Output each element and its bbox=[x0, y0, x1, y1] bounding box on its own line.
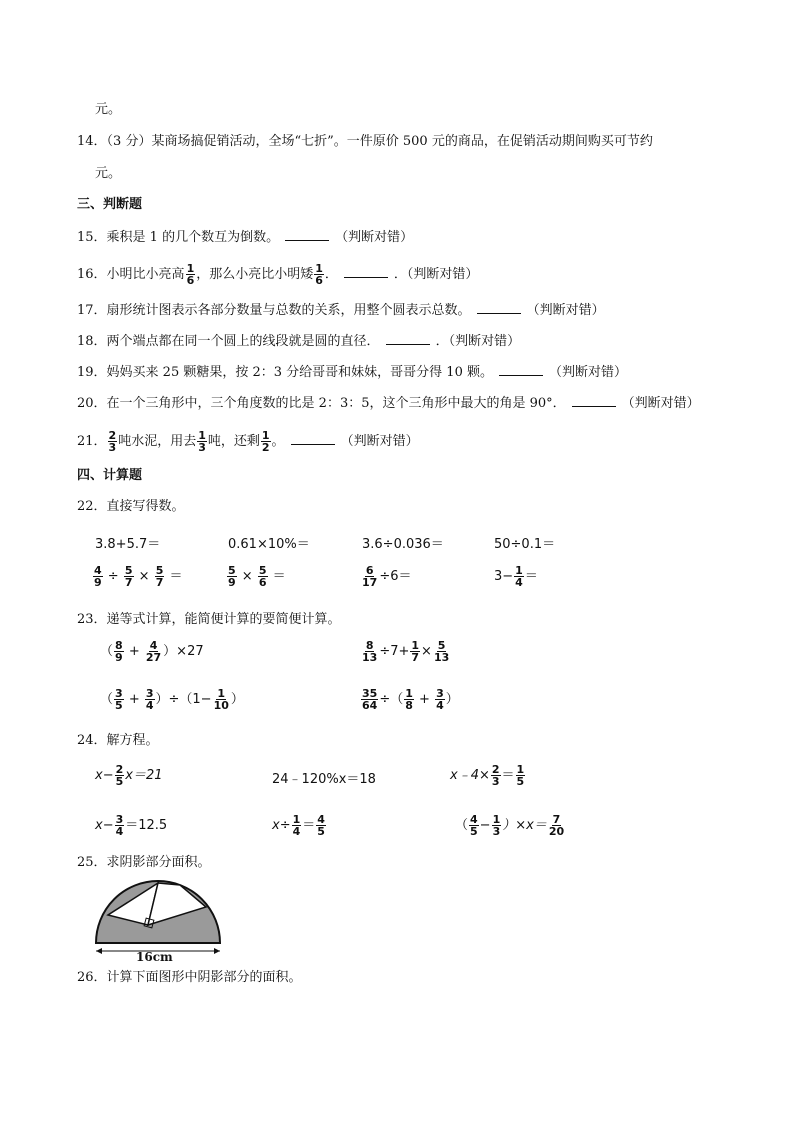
q26-number: 26． bbox=[77, 970, 107, 985]
paren: （ bbox=[100, 644, 114, 659]
numerator: 1 bbox=[261, 429, 270, 442]
answer-blank[interactable] bbox=[285, 228, 329, 241]
expression-mid: ÷（ bbox=[379, 692, 404, 707]
q14-tail: 元。 bbox=[95, 166, 122, 181]
denominator: 6 bbox=[186, 274, 195, 287]
section-judgement-heading: 三、判断题 bbox=[77, 197, 143, 212]
judge-note: （判断对错） bbox=[448, 334, 521, 349]
numerator: 5 bbox=[437, 639, 446, 652]
fraction bbox=[186, 263, 196, 286]
denominator: 6 bbox=[315, 274, 323, 287]
fraction bbox=[314, 263, 324, 286]
numerator: 3 bbox=[145, 687, 154, 700]
fraction bbox=[145, 688, 155, 711]
q14-number: 14． bbox=[77, 134, 107, 149]
paren: （ bbox=[100, 692, 114, 707]
equals: ＝ bbox=[524, 569, 538, 584]
q15-text: 乘积是 1 的几个数互为倒数。 bbox=[106, 230, 280, 245]
numerator: 8 bbox=[115, 639, 123, 652]
denominator: 4 bbox=[515, 576, 523, 589]
denominator: 4 bbox=[115, 825, 124, 838]
denominator: 3 bbox=[198, 441, 206, 454]
q16 bbox=[77, 263, 478, 286]
denominator: 3 bbox=[492, 825, 501, 838]
answer-blank[interactable] bbox=[477, 301, 521, 314]
q24-eq-4 bbox=[95, 814, 167, 837]
q17-number: 17． bbox=[77, 303, 107, 318]
q20-text: 在一个三角形中，三个角度数的比是 2：3：5，这个三角形中最大的角是 90°． bbox=[106, 396, 566, 411]
fraction bbox=[115, 764, 125, 787]
diameter-label: 16cm bbox=[136, 950, 173, 963]
fraction bbox=[316, 814, 326, 837]
q25-line bbox=[77, 855, 211, 871]
paren: ） bbox=[445, 692, 459, 707]
q17-text: 扇形统计图表示各部分数量与总数的关系，用整个圆表示总数。 bbox=[106, 303, 471, 318]
fraction bbox=[197, 430, 207, 453]
expression-mid: ）÷（1− bbox=[155, 692, 212, 707]
fraction bbox=[114, 688, 124, 711]
expression-prefix: x﹣4× bbox=[450, 768, 490, 783]
q17 bbox=[77, 301, 605, 319]
q16-text-a: 小明比小亮高 bbox=[106, 267, 185, 282]
q19 bbox=[77, 363, 627, 381]
q22-item-6 bbox=[226, 565, 286, 588]
fraction bbox=[492, 814, 502, 837]
q18 bbox=[77, 332, 520, 350]
numerator: 2 bbox=[115, 763, 124, 776]
section-calculation-heading: 四、计算题 bbox=[77, 468, 143, 483]
q22-item-3: 3.6÷0.036＝ bbox=[362, 537, 444, 552]
q21-text-c: 。 bbox=[271, 434, 285, 449]
denominator: 17 bbox=[362, 576, 378, 589]
numerator: 2 bbox=[108, 429, 117, 442]
semicircle-figure bbox=[88, 873, 228, 963]
q22-line bbox=[77, 499, 185, 515]
denominator: 8 bbox=[405, 699, 413, 712]
arrow-left-icon bbox=[96, 948, 102, 954]
denominator: 64 bbox=[362, 699, 378, 712]
numerator: 3 bbox=[115, 687, 123, 700]
fraction bbox=[361, 565, 378, 588]
denominator: 4 bbox=[436, 699, 444, 712]
equals: ＝ bbox=[302, 818, 316, 833]
fraction bbox=[115, 814, 125, 837]
q23-expr-4 bbox=[360, 688, 459, 711]
numerator: 3 bbox=[115, 813, 124, 826]
q16-text-d: ． bbox=[393, 267, 407, 282]
fraction bbox=[108, 430, 118, 453]
fraction bbox=[433, 640, 450, 663]
judge-note: （判断对错） bbox=[406, 267, 479, 282]
q22-item-7 bbox=[360, 565, 411, 588]
fraction bbox=[469, 814, 479, 837]
denominator: 6 bbox=[258, 576, 267, 589]
judge-note: （判断对错） bbox=[621, 396, 700, 411]
operator: + bbox=[128, 644, 140, 659]
q24-eq-5 bbox=[272, 814, 327, 837]
numerator: 5 bbox=[258, 564, 267, 577]
expression-prefix: x− bbox=[95, 818, 114, 833]
q16-number: 16． bbox=[77, 267, 107, 282]
q21-number: 21． bbox=[77, 434, 107, 449]
equals: ＝ bbox=[272, 569, 286, 584]
paren: ） bbox=[230, 692, 244, 707]
q26-line bbox=[77, 970, 302, 986]
q19-text: 妈妈买来 25 颗糖果，按 2：3 分给哥哥和妹妹，哥哥分得 10 颗。 bbox=[106, 365, 493, 380]
expression-tail: ＝12.5 bbox=[125, 818, 168, 833]
q21-text-a: 吨水泥，用去 bbox=[118, 434, 197, 449]
operator: + bbox=[128, 692, 140, 707]
denominator: 5 bbox=[115, 775, 124, 788]
expression-prefix: x÷ bbox=[272, 818, 291, 833]
denominator: 5 bbox=[115, 699, 123, 712]
fraction bbox=[145, 640, 162, 663]
operator: ÷ bbox=[107, 569, 119, 584]
numerator: 5 bbox=[228, 564, 236, 577]
numerator: 1 bbox=[405, 687, 413, 700]
numerator: 1 bbox=[516, 763, 525, 776]
numerator: 4 bbox=[470, 813, 478, 826]
denominator: 7 bbox=[124, 576, 133, 589]
answer-blank[interactable] bbox=[386, 332, 430, 345]
q22-item-8 bbox=[494, 565, 538, 588]
expression-prefix: 3− bbox=[494, 569, 514, 584]
expression-mid: ÷7+ bbox=[379, 644, 410, 659]
q18-text: 两个端点都在同一个圆上的线段就是圆的直径． bbox=[106, 334, 380, 349]
fraction bbox=[213, 688, 230, 711]
numerator: 4 bbox=[317, 813, 325, 826]
numerator: 8 bbox=[365, 639, 374, 652]
q22-number: 22． bbox=[77, 499, 107, 514]
fraction bbox=[361, 640, 378, 663]
q22-text: 直接写得数。 bbox=[106, 499, 185, 514]
arrow-right-icon bbox=[214, 948, 220, 954]
q25-number: 25． bbox=[77, 855, 107, 870]
operator: − bbox=[479, 818, 491, 833]
numerator: 1 bbox=[292, 813, 301, 826]
numerator: 5 bbox=[124, 564, 133, 577]
q19-number: 19． bbox=[77, 365, 107, 380]
q22-item-2: 0.61×10%＝ bbox=[228, 537, 310, 552]
denominator: 9 bbox=[94, 576, 102, 589]
numerator: 1 bbox=[198, 429, 206, 442]
denominator: 7 bbox=[155, 576, 164, 589]
fraction bbox=[124, 565, 134, 588]
q23-number: 23． bbox=[77, 612, 107, 627]
q21 bbox=[77, 430, 419, 453]
q14-text: （3 分）某商场搞促销活动，全场“七折”。一件原价 500 元的商品，在促销活动期间购买可节约 bbox=[106, 134, 653, 149]
q15-number: 15． bbox=[77, 230, 107, 245]
fraction bbox=[404, 688, 414, 711]
expression-tail: x＝21 bbox=[125, 768, 163, 783]
denominator: 13 bbox=[433, 651, 450, 664]
answer-blank[interactable] bbox=[344, 265, 388, 278]
denominator: 3 bbox=[491, 775, 500, 788]
q26-text: 计算下面图形中阴影部分的面积。 bbox=[106, 970, 302, 985]
denominator: 13 bbox=[362, 651, 378, 664]
q20-number: 20． bbox=[77, 396, 107, 411]
operator: × bbox=[421, 644, 432, 659]
answer-blank[interactable] bbox=[572, 394, 616, 407]
numerator: 35 bbox=[362, 687, 378, 700]
q24-text: 解方程。 bbox=[106, 733, 159, 748]
answer-blank[interactable] bbox=[499, 363, 543, 376]
numerator: 3 bbox=[436, 687, 444, 700]
expression-mid: ）×x＝ bbox=[502, 818, 547, 833]
judge-note: （判断对错） bbox=[548, 365, 627, 380]
denominator: 2 bbox=[261, 441, 270, 454]
numerator: 4 bbox=[94, 564, 102, 577]
fraction bbox=[258, 565, 268, 588]
fraction bbox=[93, 565, 103, 588]
q24-line bbox=[77, 733, 159, 749]
numerator: 1 bbox=[411, 639, 420, 652]
q22-item-4: 50÷0.1＝ bbox=[494, 537, 556, 552]
q13-tail: 元。 bbox=[95, 102, 122, 117]
q16-text-c: ． bbox=[324, 267, 338, 282]
judge-note: （判断对错） bbox=[340, 434, 419, 449]
q23-expr-3 bbox=[100, 688, 244, 711]
q18-number: 18． bbox=[77, 334, 107, 349]
equals: ＝ bbox=[169, 569, 183, 584]
judge-note: （判断对错） bbox=[526, 303, 605, 318]
fraction bbox=[491, 764, 501, 787]
fraction bbox=[114, 640, 124, 663]
denominator: 5 bbox=[317, 825, 325, 838]
numerator: 7 bbox=[552, 813, 561, 826]
operator: × bbox=[138, 569, 150, 584]
fraction bbox=[261, 430, 271, 453]
q25-text: 求阴影部分面积。 bbox=[106, 855, 211, 870]
q24-eq-2: 24﹣120%x＝18 bbox=[272, 772, 376, 787]
q14-line bbox=[77, 134, 653, 150]
fraction bbox=[410, 640, 420, 663]
numerator: 1 bbox=[217, 687, 226, 700]
fraction bbox=[361, 688, 378, 711]
q24-number: 24． bbox=[77, 733, 107, 748]
denominator: 4 bbox=[292, 825, 301, 838]
q21-text-b: 吨，还剩 bbox=[207, 434, 260, 449]
numerator: 4 bbox=[149, 639, 158, 652]
q15 bbox=[77, 228, 413, 246]
fraction bbox=[155, 565, 165, 588]
paren: （ bbox=[455, 818, 469, 833]
numerator: 1 bbox=[186, 262, 195, 275]
operator: × bbox=[241, 569, 253, 584]
denominator: 3 bbox=[108, 441, 117, 454]
q23-line bbox=[77, 612, 341, 628]
fraction bbox=[227, 565, 237, 588]
numerator: 1 bbox=[492, 813, 501, 826]
operator: + bbox=[419, 692, 430, 707]
denominator: 9 bbox=[228, 576, 236, 589]
q22-item-1: 3.8+5.7＝ bbox=[95, 537, 161, 552]
equals: ＝ bbox=[501, 768, 515, 783]
fraction bbox=[516, 764, 526, 787]
denominator: 10 bbox=[213, 699, 229, 712]
numerator: 1 bbox=[315, 262, 323, 275]
q18-text-d: ． bbox=[435, 334, 449, 349]
denominator: 5 bbox=[470, 825, 478, 838]
expression-tail: ）×27 bbox=[163, 644, 204, 659]
numerator: 6 bbox=[365, 564, 374, 577]
denominator: 7 bbox=[411, 651, 420, 664]
denominator: 20 bbox=[548, 825, 565, 838]
numerator: 1 bbox=[515, 564, 523, 577]
q24-eq-1 bbox=[95, 764, 163, 787]
fraction bbox=[435, 688, 445, 711]
denominator: 4 bbox=[145, 699, 154, 712]
judge-note: （判断对错） bbox=[335, 230, 414, 245]
fraction bbox=[548, 814, 565, 837]
answer-blank[interactable] bbox=[291, 432, 335, 445]
fraction bbox=[514, 565, 524, 588]
fraction bbox=[292, 814, 302, 837]
numerator: 2 bbox=[491, 763, 500, 776]
expression-tail: ÷6＝ bbox=[379, 569, 412, 584]
q20 bbox=[77, 394, 700, 412]
denominator: 5 bbox=[516, 775, 525, 788]
q24-eq-6 bbox=[455, 814, 566, 837]
q23-text: 递等式计算，能简便计算的要简便计算。 bbox=[106, 612, 341, 627]
q23-expr-2 bbox=[360, 640, 451, 663]
expression-prefix: x− bbox=[95, 768, 114, 783]
q16-text-b: ，那么小亮比小明矮 bbox=[196, 267, 314, 282]
q24-eq-3 bbox=[450, 764, 526, 787]
q22-item-5 bbox=[92, 565, 183, 588]
denominator: 9 bbox=[115, 651, 123, 664]
denominator: 27 bbox=[145, 651, 162, 664]
q23-expr-1 bbox=[100, 640, 204, 663]
numerator: 5 bbox=[155, 564, 164, 577]
